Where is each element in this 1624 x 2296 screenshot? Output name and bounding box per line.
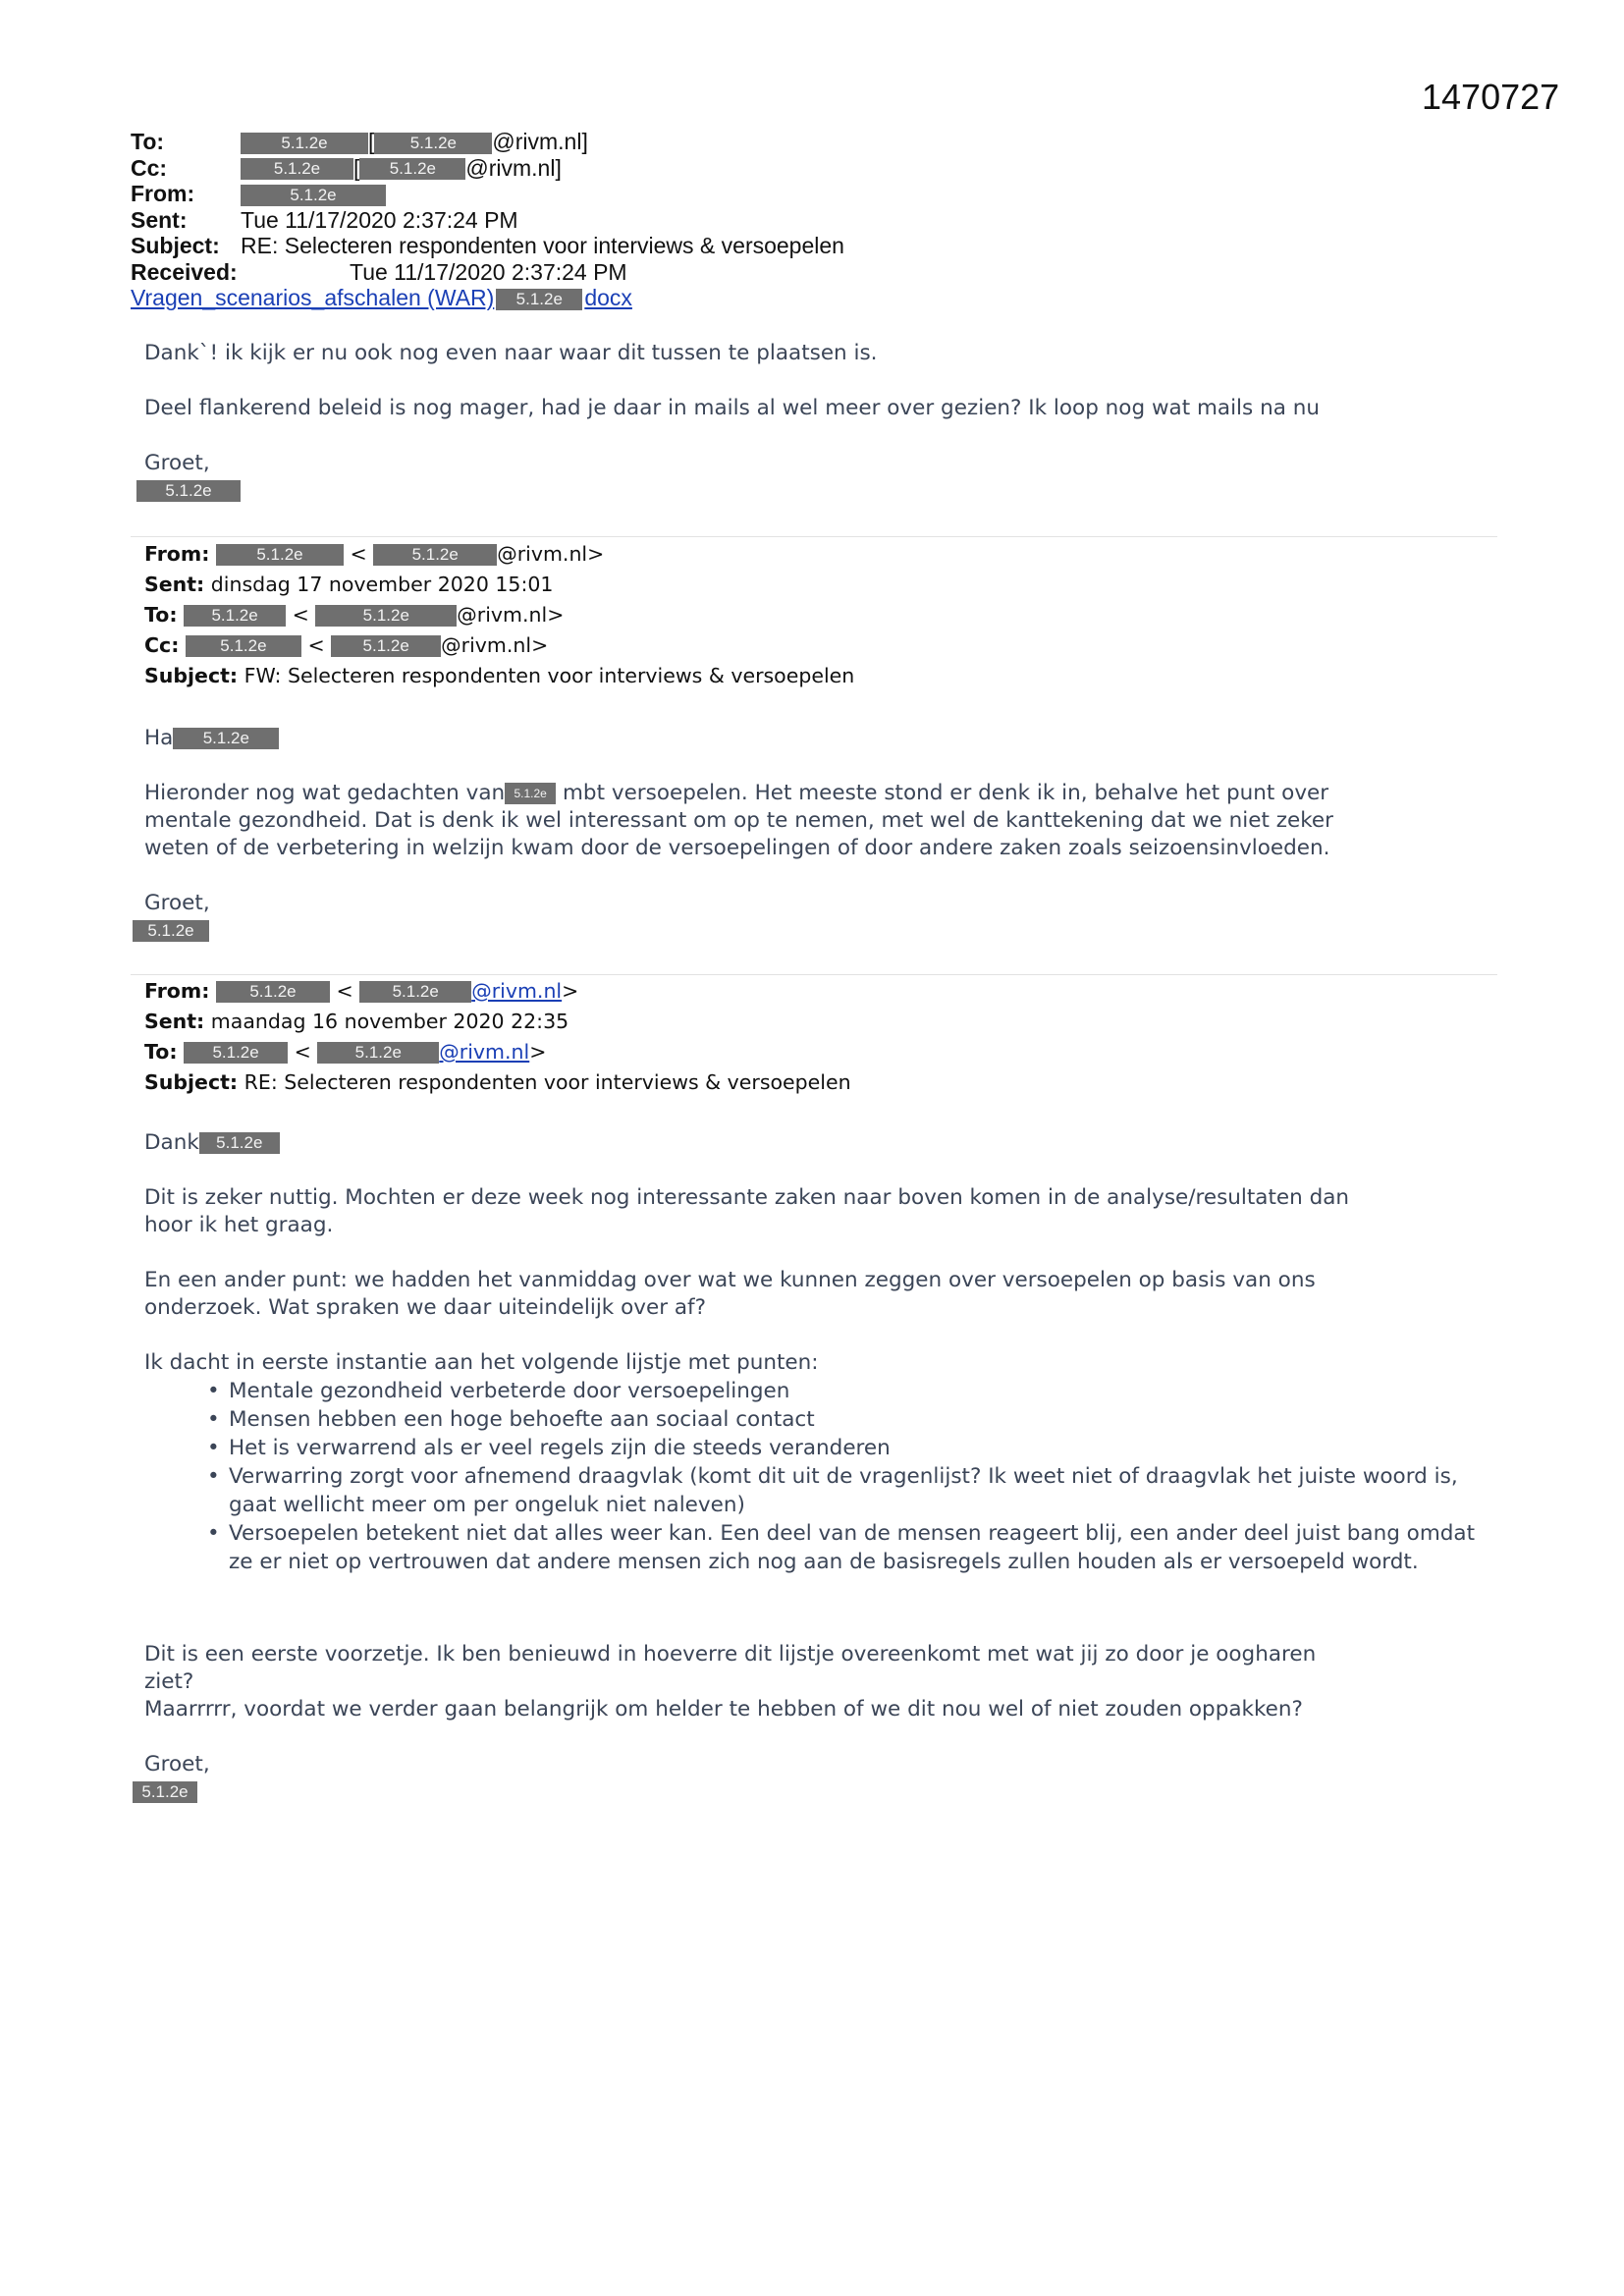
attachment-link[interactable]: Vragen_scenarios_afschalen (WAR) [131, 285, 495, 310]
from-domain: @rivm.nl> [497, 542, 605, 566]
sent-label: Sent: [131, 206, 188, 233]
cc-label: Cc: [131, 154, 168, 181]
subject-label: Subject: [131, 233, 220, 258]
list-intro: Ik dacht in eerste instantie aan het volgende lijstje met punten: [144, 1350, 819, 1375]
to-label: To: [131, 129, 165, 154]
list-item: • Mentale gezondheid verbeterde door versoepelingen [207, 1377, 1499, 1405]
message-2-body [144, 725, 1499, 945]
salutation: Dank [144, 1130, 199, 1155]
redaction-box: 5.1.2e [496, 289, 582, 310]
from-email-link[interactable]: @rivm.nl [471, 979, 563, 1003]
cc-label: Cc: [144, 633, 180, 657]
redaction-box: 5.1.2e [241, 158, 353, 180]
list-item: • Versoepelen betekent niet dat alles weer kan. Een deel van de mensen reageert blij, een ander deel juist bang omdat ze er niet op vertrouwen dat andere mensen zich nog aan de basisregels zullen houden als er versoepeld wordt. [207, 1519, 1499, 1576]
from-label: From: [144, 979, 210, 1003]
separator-line [131, 974, 1497, 975]
subject-value: RE: Selecteren respondenten voor interviews & versoepelen [244, 1070, 851, 1094]
from-label: From: [131, 181, 195, 206]
redaction-box: 5.1.2e [317, 1042, 439, 1064]
redaction-box: 5.1.2e [315, 605, 457, 627]
sent-value: dinsdag 17 november 2020 15:01 [210, 573, 554, 596]
message-3-paragraph-1: Dit is zeker nuttig. Mochten er deze week nog interessante zaken naar boven komen in de analyse/resultaten dan hoor ik het graag. [144, 1185, 1350, 1237]
sent-label: Sent: [144, 1010, 205, 1033]
redaction-box: 5.1.2e [359, 158, 465, 180]
to-label: To: [144, 1040, 178, 1064]
redaction-box: 5.1.2e [241, 185, 386, 206]
message-3-greeting: Groet, [144, 1752, 210, 1777]
bullet-list [144, 1377, 1499, 1576]
signature-redaction: 5.1.2e [133, 1781, 197, 1803]
message-2-greeting: Groet, [144, 891, 210, 915]
received-label: Received: [131, 258, 238, 285]
separator-line [131, 536, 1497, 537]
subject-label: Subject: [144, 1070, 239, 1094]
list-item: • Het is verwarrend als er veel regels zijn die steeds veranderen [207, 1434, 1499, 1462]
sent-value: Tue 11/17/2020 2:37:24 PM [241, 206, 518, 233]
received-value: Tue 11/17/2020 2:37:24 PM [350, 258, 627, 285]
message-3-paragraph-2: En een ander punt: we hadden het vanmiddag over wat we kunnen zeggen over versoepelen op basis van ons onderzoek. Wat spraken we daar uiteindelijk over af? [144, 1268, 1316, 1320]
to-domain: @rivm.nl> [457, 603, 565, 627]
redaction-box: 5.1.2e [173, 728, 279, 749]
message-1-body [144, 340, 1499, 505]
redaction-box: 5.1.2e [199, 1132, 280, 1154]
list-item: • Mensen hebben een hoge behoefte aan sociaal contact [207, 1405, 1499, 1434]
cc-domain: @rivm.nl> [441, 633, 549, 657]
subject-value: RE: Selecteren respondenten voor interviews & versoepelen [241, 233, 844, 258]
redaction-box: 5.1.2e [216, 981, 330, 1003]
message-3-paragraph-3: Dit is een eerste voorzetje. Ik ben benieuwd in hoeverre dit lijstje overeenkomt met wat jij zo door je oogharen ziet? Maarrrrr, voordat we verder gaan belangrijk om helder te hebben of we dit nou wel of niet zouden oppakken? [144, 1642, 1317, 1722]
message-1-line-2: Deel flankerend beleid is nog mager, had je daar in mails al wel meer over gezien? Ik loop nog wat mails na nu [144, 396, 1320, 420]
message-3-header: From: 5.1.2e < 5.1.2e @rivm.nl> Sent: maandag 16 november 2020 22:35 To: 5.1.2e < 5.1.2e @rivm.nl> Subject: RE: Selecteren respondenten voor interviews & versoepelen [144, 979, 851, 1094]
redaction-box: 5.1.2e [331, 635, 441, 657]
redaction-box: 5.1.2e [241, 133, 368, 154]
message-2-paragraph: Hieronder nog wat gedachten van 5.1.2e mbt versoepelen. Het meeste stond er denk ik in, behalve het punt over mentale gezondheid. Dat is denk ik wel interessant om op te nemen, met wel de kanttekening dat we niet zeker weten of de verbetering in welzijn kwam door de versoepelingen of door andere zaken zoals seizoensinvloeden. [144, 781, 1333, 860]
signature-redaction: 5.1.2e [133, 920, 209, 942]
redaction-box: 5.1.2e [184, 605, 286, 627]
attachment-extension[interactable]: docx [584, 285, 632, 310]
signature-redaction: 5.1.2e [136, 480, 241, 502]
redaction-box: 5.1.2e [374, 133, 492, 154]
redaction-box: 5.1.2e [184, 1042, 288, 1064]
redaction-box: 5.1.2e [216, 544, 344, 566]
to-email-link[interactable]: @rivm.nl [439, 1040, 530, 1064]
cc-domain: @rivm.nl] [465, 154, 562, 181]
subject-value: FW: Selecteren respondenten voor interviews & versoepelen [244, 664, 855, 687]
sent-label: Sent: [144, 573, 205, 596]
redaction-box: 5.1.2e [373, 544, 497, 566]
to-label: To: [144, 603, 178, 627]
to-domain: @rivm.nl] [492, 129, 588, 154]
message-1-greeting: Groet, [144, 451, 210, 475]
list-item: • Verwarring zorgt voor afnemend draagvlak (komt dit uit de vragenlijst? Ik weet niet of draagvlak het juiste woord is, gaat wellicht meer om per ongeluk niet naleven) [207, 1462, 1499, 1519]
message-1-line-1: Dank`! ik kijk er nu ook nog even naar waar dit tussen te plaatsen is. [144, 341, 878, 365]
subject-label: Subject: [144, 664, 239, 687]
document-number: 1470727 [1422, 77, 1560, 117]
message-3-body [141, 1129, 1499, 1806]
redaction-box: 5.1.2e [186, 635, 301, 657]
sent-value: maandag 16 november 2020 22:35 [210, 1010, 569, 1033]
redaction-box: 5.1.2e [359, 981, 471, 1003]
from-label: From: [144, 542, 210, 566]
salutation: Ha [144, 726, 174, 750]
message-2-header: From: 5.1.2e < 5.1.2e @rivm.nl> Sent: dinsdag 17 november 2020 15:01 To: 5.1.2e < 5.1.2e @rivm.nl> Cc: 5.1.2e < 5.1.2e @rivm.nl> Subject: FW: Selecteren respondenten voor interviews & versoepelen [144, 542, 855, 687]
redaction-box: 5.1.2e [505, 783, 556, 804]
